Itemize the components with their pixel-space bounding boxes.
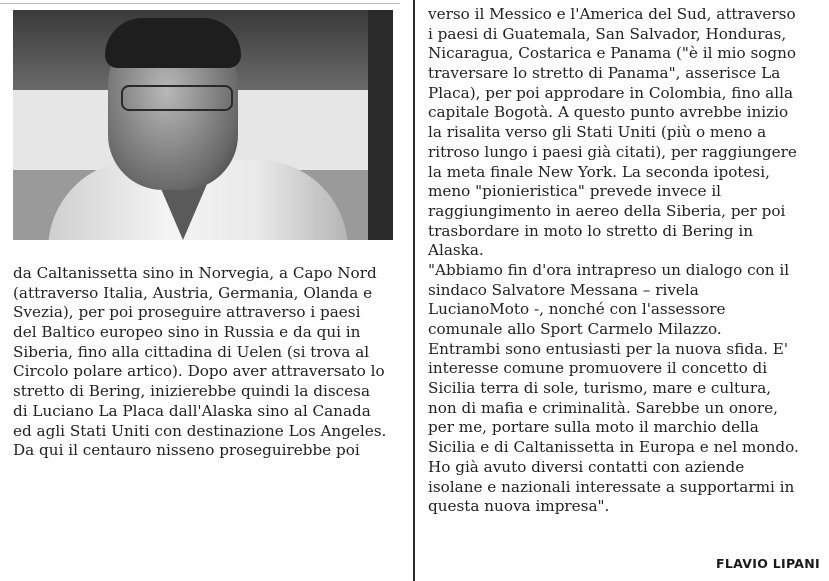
text-line: Ho già avuto diversi contatti con aziende <box>428 457 745 476</box>
text-line: del Baltico europeo sino in Russia e da qui in <box>13 323 361 342</box>
top-rule <box>0 3 400 4</box>
text-line: la risalita verso gli Stati Uniti (più o meno a <box>428 123 767 142</box>
column-divider <box>413 0 415 581</box>
text-line: (attraverso Italia, Austria, Germania, Olanda e <box>13 283 373 302</box>
text-line: ritroso lungo i paesi già citati), per raggiungere <box>428 142 797 161</box>
text-line: per me, portare sulla moto il marchio della <box>428 418 759 437</box>
text-line: capitale Bogotà. A questo punto avrebbe inizio <box>428 103 789 122</box>
text-line: raggiungimento in aereo della Siberia, per poi <box>428 201 786 220</box>
text-line: interesse comune promuovere il concetto di <box>428 359 768 378</box>
photo-glasses <box>121 85 233 111</box>
text-line: Sicilia e di Caltanissetta in Europa e nel mondo. <box>428 438 799 457</box>
text-line: la meta finale New York. La seconda ipotesi, <box>428 162 770 181</box>
text-line: di Luciano La Placa dall'Alaska sino al Canada <box>13 401 371 420</box>
text-line: Svezia), per poi proseguire attraverso i paesi <box>13 303 361 322</box>
author-signature: FLAVIO LIPANI <box>716 556 820 571</box>
text-line: Circolo polare artico). Dopo aver attraversato lo <box>13 362 385 381</box>
text-line: Placa), per poi approdare in Colombia, fino alla <box>428 83 794 102</box>
portrait-photo <box>13 10 393 240</box>
text-line: i paesi di Guatemala, San Salvador, Honduras, <box>428 24 787 43</box>
text-line: traversare lo stretto di Panama", asserisce La <box>428 64 781 83</box>
left-column-text <box>13 264 386 461</box>
text-line: Da qui il centauro nisseno proseguirebbe poi <box>13 441 360 460</box>
text-line: "Abbiamo fin d'ora intrapreso un dialogo con il <box>428 260 790 279</box>
text-line: comunale allo Sport Carmelo Milazzo. <box>428 320 722 338</box>
text-line: questa nuova impresa". <box>428 497 610 516</box>
text-line: da Caltanissetta sino in Norvegia, a Capo Nord <box>13 264 377 282</box>
text-line: LucianoMoto -, nonché con l'assessore <box>428 300 726 319</box>
right-column <box>428 0 829 581</box>
right-column-text <box>428 5 799 517</box>
text-line: meno "pionieristica" prevede invece il <box>428 182 722 201</box>
text-line: Siberia, fino alla cittadina di Uelen (si trova al <box>13 342 370 361</box>
left-column <box>0 0 400 581</box>
text-line: verso il Messico e l'America del Sud, attraverso <box>428 5 796 23</box>
text-line: non di mafia e criminalità. Sarebbe un onore, <box>428 398 778 417</box>
text-line: trasbordare in moto lo stretto di Bering in <box>428 221 754 240</box>
text-line: Nicaragua, Costarica e Panama ("è il mio sogno <box>428 44 797 63</box>
text-line: Entrambi sono entusiasti per la nuova sfida. E' <box>428 339 789 358</box>
text-line: stretto di Bering, inizierebbe quindi la discesa <box>13 382 371 401</box>
text-line: sindaco Salvatore Messana – rivela <box>428 280 699 299</box>
text-line: ed agli Stati Uniti con destinazione Los Angeles. <box>13 421 387 440</box>
text-line: isolane e nazionali interessate a supportarmi in <box>428 477 795 496</box>
text-line: Sicilia terra di sole, turismo, mare e cultura, <box>428 379 772 398</box>
text-line: Alaska. <box>428 241 484 260</box>
